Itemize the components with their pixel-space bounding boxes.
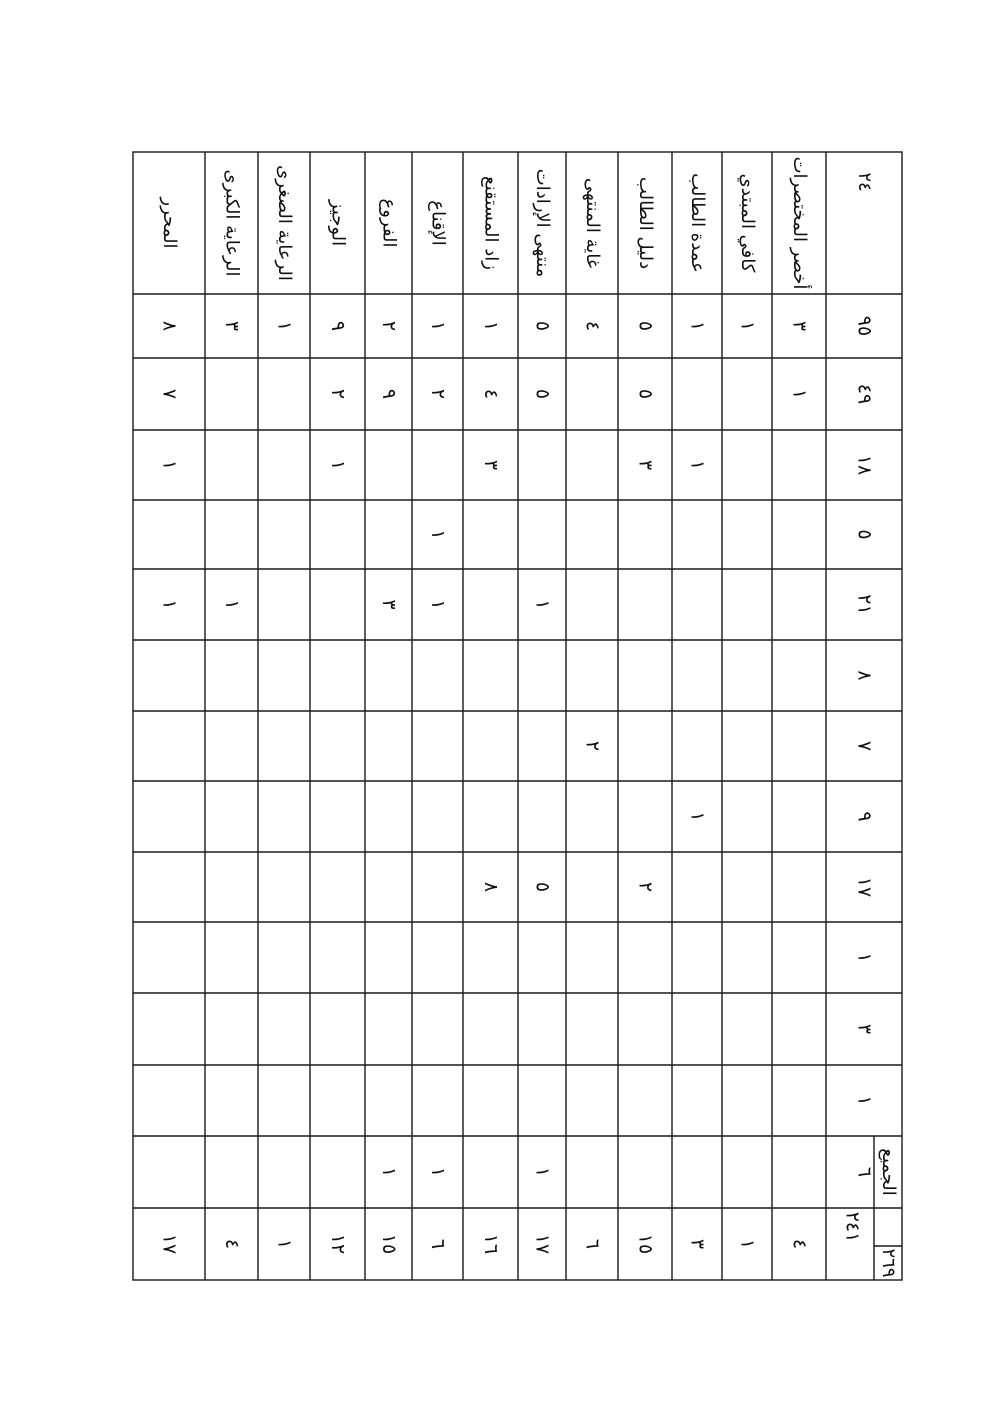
row-total: ١٧ [531, 1233, 554, 1255]
count-cell: ٥ [531, 881, 554, 893]
book-name: أخصر المختصرات [789, 156, 810, 290]
count-cell: ١ [788, 388, 811, 400]
total-row [842, 316, 900, 1278]
row-total: ٤ [788, 1238, 811, 1250]
row-total: ٤ [221, 1238, 243, 1250]
grand-total: ٢٦٩ [878, 1248, 899, 1278]
count-cell: ١ [686, 320, 709, 332]
column-total: ٧ [853, 740, 876, 752]
count-cell: ٢ [378, 320, 400, 332]
column-total: ١ [853, 952, 876, 963]
book-name: الإقناع [427, 200, 449, 246]
row-total: ١٢ [327, 1233, 349, 1255]
count-cell: ١ [158, 599, 181, 610]
count-cell: ٤ [480, 388, 502, 400]
count-cell: ٣ [788, 320, 811, 332]
count-cell: ٢ [581, 740, 604, 752]
count-cell: ١ [427, 1166, 449, 1178]
row-total: ٣ [686, 1238, 709, 1250]
count-cell: ٥ [634, 320, 657, 332]
column-total: ١٨ [853, 454, 876, 476]
column-total: ٨ [853, 670, 876, 681]
row-total: ٦ [581, 1238, 604, 1250]
count-cell: ١ [531, 1166, 554, 1178]
count-cell: ٨ [480, 881, 502, 893]
book-name: الرعاية الكبرى [221, 169, 243, 277]
count-cell: ٣ [480, 459, 502, 471]
column-total: ٢١ [853, 594, 876, 615]
sum-of-totals: ٢٤١ [841, 1211, 864, 1243]
count-cell: ١ [531, 599, 554, 610]
row-total: ٦ [427, 1238, 449, 1250]
count-cell: ١ [378, 1166, 400, 1178]
count-cell: ٨ [158, 320, 181, 332]
count-cell: ٢ [327, 388, 349, 400]
count-cell: ٢ [427, 388, 449, 400]
column-total: ٣ [853, 1023, 876, 1035]
count-cell: ١ [427, 320, 449, 332]
book-name: الوجيز [327, 199, 349, 247]
row-total: ١٧ [158, 1233, 181, 1255]
count-cell: ٥ [531, 320, 554, 332]
column-total: ٥ [853, 529, 876, 540]
book-header-column [159, 157, 875, 290]
count-cell: ٧ [158, 388, 181, 400]
count-cell: ١ [427, 529, 449, 540]
count-cell: ١ [158, 459, 181, 471]
book-name: الرعاية الصغرى [274, 165, 295, 281]
count-cell: ٢ [634, 881, 657, 893]
count-cell: ٤ [581, 320, 604, 332]
column-total: ٦ [853, 1166, 876, 1178]
count-cell: ٩ [378, 388, 400, 400]
count-cells [159, 321, 811, 1254]
count-cell: ١ [686, 459, 709, 471]
book-name: عمدة الطالب [687, 173, 708, 273]
count-cell: ٣ [221, 320, 243, 332]
row-total: ١ [273, 1238, 296, 1250]
column-total: ٩٥ [853, 315, 876, 337]
column-total: ٩ [853, 811, 876, 822]
column-total: ٤٩ [853, 383, 876, 405]
count-cell: ١ [327, 459, 349, 471]
row-total: ١ [736, 1238, 759, 1250]
count-cell: ٣ [378, 599, 400, 610]
row-total: ١٥ [634, 1233, 657, 1255]
book-name: زاد المستقنع [480, 176, 502, 270]
book-name: غاية المنتهى [582, 177, 603, 269]
book-name: كافي المبتدي [737, 173, 758, 273]
book-name: منتهى الإرادات [532, 168, 553, 278]
book-name: المحرر [159, 197, 180, 249]
count-cell: ٥ [634, 388, 657, 400]
count-cell: ١ [427, 599, 449, 610]
count-cell: ١ [273, 320, 296, 332]
total-label: الجميع [878, 1148, 899, 1196]
book-name: الفروع [378, 198, 400, 248]
count-cell: ١ [686, 811, 709, 822]
row-total: ١٦ [480, 1233, 502, 1255]
row-total: ١٥ [378, 1233, 400, 1255]
table-grid [133, 152, 902, 1280]
count-cell: ٣ [634, 459, 657, 471]
count-cell: ٥ [531, 388, 554, 400]
count-cell: ١ [736, 320, 759, 332]
corner-value: ٢٤ [854, 172, 875, 192]
column-total: ١ [853, 1095, 876, 1106]
count-cell: ١ [221, 599, 243, 610]
column-total: ١٧ [853, 876, 876, 898]
book-name: دليل الطالب [635, 176, 656, 270]
count-cell: ٩ [327, 320, 349, 332]
count-cell: ١ [480, 320, 502, 332]
